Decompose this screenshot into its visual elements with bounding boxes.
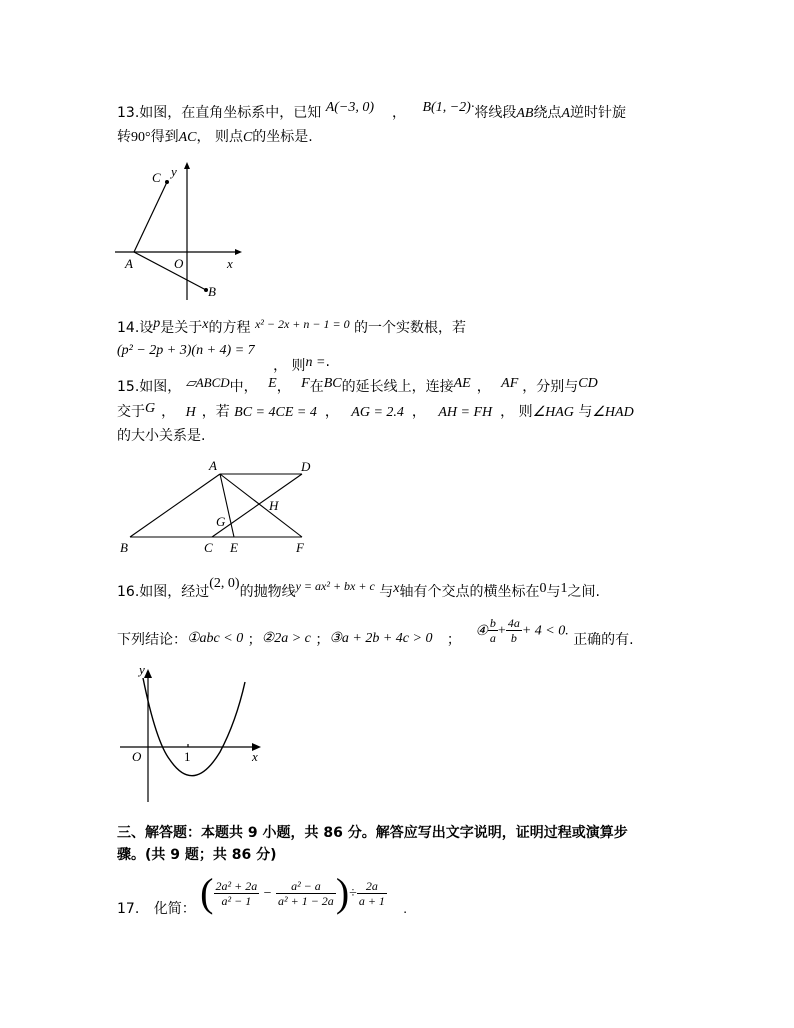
q13-point-a: A(−3, 0) xyxy=(325,100,375,115)
q13-x-arrow xyxy=(235,249,242,255)
q16-text4: 轴有个交点的横坐标在 xyxy=(399,584,540,600)
q16-text2: 的抛物线 xyxy=(239,584,296,600)
q15-label-g: G xyxy=(216,514,226,529)
q15-line1 xyxy=(117,375,598,397)
q17-fraction-3 xyxy=(357,879,387,908)
q17-fraction-2 xyxy=(276,879,336,908)
q15-label-e: E xyxy=(230,540,238,555)
q17-f3-den: a + 1 xyxy=(358,893,385,908)
q15-comma3: ， xyxy=(161,404,176,420)
q16-f1-den: a xyxy=(489,631,496,645)
q17-line xyxy=(117,868,407,918)
q15-angle-hag: ∠HAG xyxy=(532,405,574,420)
q16-fraction-4a-over-b xyxy=(506,616,522,645)
q15-h: H xyxy=(185,405,196,420)
q14-text3: 的方程 xyxy=(208,320,251,336)
q16-text8: 正确的有. xyxy=(573,631,634,648)
q15-ae: AE xyxy=(453,376,471,391)
q16-f2-num: 4a xyxy=(507,616,520,630)
q14-text4: 的一个实数根，若 xyxy=(354,320,467,336)
q15-e: E xyxy=(268,376,277,391)
q15-eq3: AH = FH xyxy=(438,405,493,420)
q14-text2: 是关于 xyxy=(160,320,203,336)
q16-f1-num: b xyxy=(489,616,496,630)
q15-text8: ， 则 xyxy=(500,404,533,420)
q15-bc: BC xyxy=(323,376,342,391)
q13-label-x: x xyxy=(227,256,233,271)
q17-text1: 化简： xyxy=(153,901,196,917)
q14-x: x xyxy=(202,317,209,332)
q15-figure xyxy=(112,455,327,555)
q13-line2 xyxy=(117,128,313,147)
q16-label-y: y xyxy=(139,662,145,677)
q15-text1: 如图， xyxy=(139,379,182,395)
q16-conclusion-4-rest: + 4 < 0. xyxy=(521,623,569,639)
q16-figure xyxy=(112,660,272,805)
q16-text7: 下列结论： xyxy=(117,631,187,648)
q15-side-ab xyxy=(130,474,220,537)
q14-condition: (p² − 2p + 3)(n + 4) = 7 xyxy=(117,343,255,358)
q13-a: A xyxy=(561,106,570,121)
q13-segment-ab xyxy=(134,252,206,290)
q15-text7: ，若 xyxy=(201,404,230,420)
q17-divide: ÷ xyxy=(349,886,357,901)
q15-text9: 与 xyxy=(578,404,593,420)
q15-text10: 的大小关系是. xyxy=(117,428,206,444)
q16-number: 16. xyxy=(117,584,140,600)
q16-label-one: 1 xyxy=(184,749,191,764)
q14-text5: ， 则 xyxy=(273,358,306,374)
q13-label-o: O xyxy=(174,256,184,271)
q15-text6: 交于 xyxy=(117,404,145,420)
q16-sep1: ； xyxy=(247,631,262,648)
q17-fraction-1 xyxy=(214,879,260,908)
q15-label-c: C xyxy=(204,540,213,555)
q16-plus: + xyxy=(497,623,506,639)
q17-f1-num: 2a² + 2a xyxy=(215,878,258,893)
q16-one: 1 xyxy=(560,581,568,596)
q16-x: x xyxy=(393,581,400,596)
q16-fraction-b-over-a xyxy=(488,616,498,645)
q16-sep2: ； xyxy=(315,631,330,648)
q15-label-h: H xyxy=(269,498,279,513)
q15-line2 xyxy=(117,403,634,422)
q13-figure xyxy=(110,160,250,305)
q15-text5: ，分别与 xyxy=(522,379,579,395)
q15-comma2: ， xyxy=(476,379,491,395)
q15-comma4: ， xyxy=(324,404,339,420)
q16-sep3: ； xyxy=(446,631,461,648)
q13-ab: AB xyxy=(516,106,534,121)
q14-text6: . xyxy=(325,354,330,370)
q15-label-b: B xyxy=(120,540,128,555)
q13-point-c-dot xyxy=(165,180,169,184)
q16-line1 xyxy=(117,576,600,602)
q15-text4: 的延长线上，连接 xyxy=(341,379,454,395)
q13-label-y: y xyxy=(171,164,177,179)
q17-left-paren: ( xyxy=(200,870,214,915)
q15-comma5: ， xyxy=(411,404,426,420)
q16-conclusion-4-mark: ④ xyxy=(475,623,488,639)
q13-text8: 的坐标是. xyxy=(252,129,313,145)
q15-comma1: ， xyxy=(276,379,291,395)
q13-y-arrow xyxy=(184,162,190,169)
q13-label-a: A xyxy=(125,256,133,271)
q17-f2-num: a² − a xyxy=(276,879,336,894)
q14-p: p xyxy=(153,316,161,331)
q14-line1 xyxy=(117,316,467,338)
q15-number: 15. xyxy=(117,379,140,395)
q13-number: 13. xyxy=(117,105,140,121)
q16-parabola xyxy=(143,678,245,776)
q16-conclusion-1: ①abc < 0 xyxy=(187,630,244,646)
q16-conclusion-3: ③a + 2b + 4c > 0 xyxy=(329,630,433,646)
q13-label-b: B xyxy=(208,284,216,299)
q14-text1: 设 xyxy=(139,320,154,336)
q15-angle-had: ∠HAD xyxy=(592,405,634,420)
q16-label-o: O xyxy=(132,749,142,764)
q16-f2-den: b xyxy=(510,631,517,645)
q14-n: n = xyxy=(305,355,326,370)
q15-label-f: F xyxy=(296,540,304,555)
q13-text5: 转 xyxy=(117,129,131,145)
q17-number: 17. xyxy=(117,901,140,917)
q16-parabola-eq: y = ax² + bx + c xyxy=(295,579,375,593)
q14-equation: x² − 2x + n − 1 = 0 xyxy=(254,317,350,331)
q15-g: G xyxy=(145,401,156,416)
q13-segment-ac xyxy=(134,182,167,252)
q16-y-arrow xyxy=(144,669,152,678)
q15-label-a: A xyxy=(209,458,217,473)
q15-cd: CD xyxy=(578,376,598,391)
q13-text6: 得到 xyxy=(150,129,179,145)
q13-point-b: B(1, −2)· xyxy=(422,100,475,115)
q13-ac: AC xyxy=(178,130,197,145)
q15-eq2: AG = 2.4 xyxy=(351,405,404,420)
q17-minus: − xyxy=(263,886,272,901)
q16-label-x: x xyxy=(252,749,258,764)
q16-text1: 如图，经过 xyxy=(139,584,210,600)
q13-text4: 逆时针旋 xyxy=(570,105,626,121)
q17-end: . xyxy=(403,902,407,917)
q15-f: F xyxy=(301,376,310,391)
q16-text6: 之间. xyxy=(567,584,600,600)
q15-parallelogram: ▱ABCD xyxy=(185,375,230,390)
q17-right-paren: ) xyxy=(335,870,350,915)
q13-label-c: C xyxy=(152,170,161,185)
q16-zero: 0 xyxy=(539,581,547,596)
q13-line1 xyxy=(117,100,626,123)
q16-text3: 与 xyxy=(379,584,394,600)
q15-text3: 在 xyxy=(309,379,324,395)
section3-heading-line1: 三、解答题：本题共 9 小题，共 86 分。解答应写出文字说明，证明过程或演算步 xyxy=(117,825,628,841)
q16-line2 xyxy=(117,616,634,650)
q15-text2: 中， xyxy=(229,379,258,395)
q17-f2-den: a² + 1 − 2a xyxy=(278,893,334,908)
q15-af: AF xyxy=(501,376,519,391)
q13-text: 如图，在直角坐标系中，已知 xyxy=(139,105,322,121)
q15-line3 xyxy=(117,427,205,445)
q17-f1-den: a² − 1 xyxy=(221,893,252,908)
q14-number: 14. xyxy=(117,320,140,336)
q15-eq1: BC = 4CE = 4 xyxy=(234,405,317,420)
q15-label-d: D xyxy=(301,459,311,474)
q15-side-dc xyxy=(212,474,302,537)
q13-deg: 90° xyxy=(131,130,151,145)
q14-line2 xyxy=(117,343,330,374)
q13-text2: 将线段 xyxy=(474,105,517,121)
q13-c: C xyxy=(242,130,253,145)
q16-point: (2, 0) xyxy=(209,576,240,591)
q16-conclusion-2: ②2a > c xyxy=(261,630,311,646)
section3-heading-line2: 骤。(共 9 题；共 86 分) xyxy=(117,847,277,863)
q13-sep: ， xyxy=(392,105,407,121)
q16-text5: 与 xyxy=(546,584,561,600)
q13-text3: 绕点 xyxy=(533,105,562,121)
q13-text7: ， 则点 xyxy=(196,129,243,145)
q17-f3-num: 2a xyxy=(357,879,387,894)
